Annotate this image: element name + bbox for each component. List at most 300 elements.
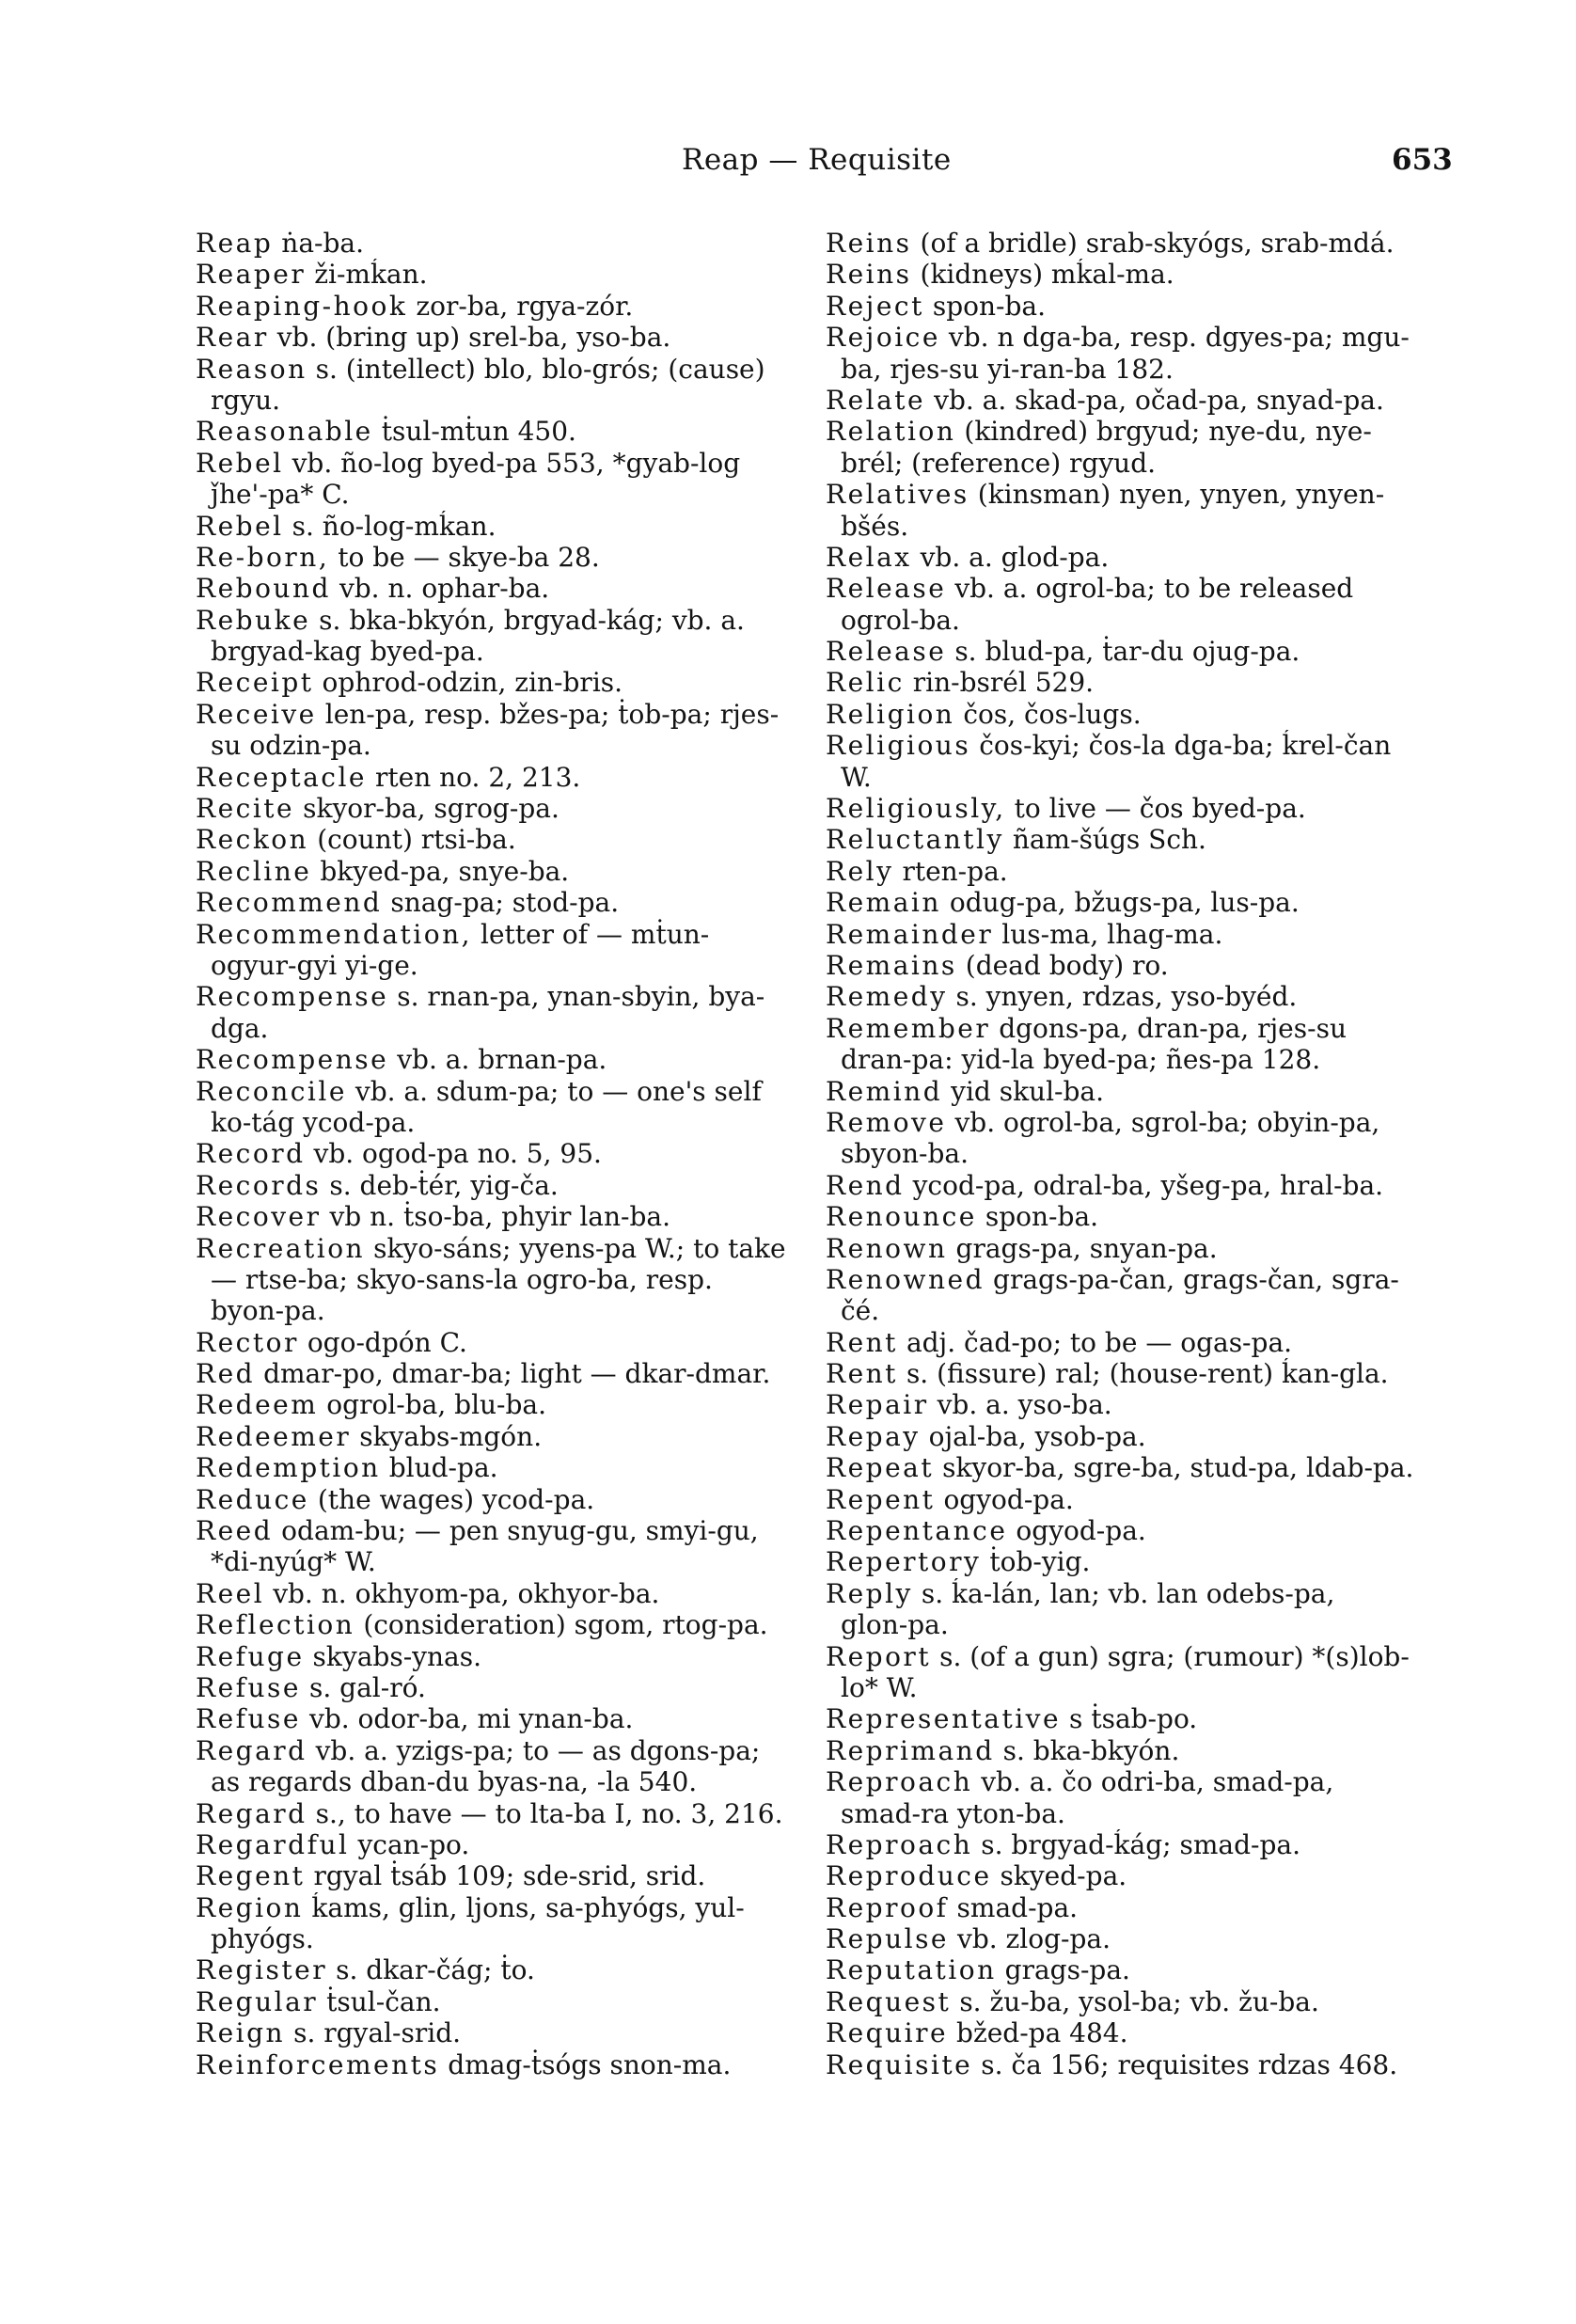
dictionary-entry (826, 636, 1435, 667)
dictionary-entry (826, 1327, 1435, 1358)
entry-definition: s. deb-ṫér, yig-ča. (329, 1169, 559, 1201)
entry-definition: čé. (841, 1295, 880, 1327)
entry-definition: vb. n dga-ba, resp. dgyes-pa; mgu- (948, 322, 1410, 354)
dictionary-entry (196, 667, 805, 698)
dictionary-entry-continuation (196, 1546, 805, 1577)
entry-definition: glon-pa. (841, 1609, 949, 1641)
dictionary-entry (196, 542, 805, 573)
dictionary-entry (826, 824, 1435, 855)
dictionary-entry-continuation (196, 730, 805, 761)
entry-definition: odug-pa, bžugs-pa, lus-pa. (949, 887, 1300, 919)
dictionary-entry (826, 950, 1435, 981)
entry-definition: ṫsul-čan. (326, 1985, 441, 2017)
dictionary-entry (826, 856, 1435, 887)
entry-definition: rgyal ṫsáb 109; sde-srid, srid. (313, 1860, 706, 1892)
entry-headword: Relation (826, 416, 956, 448)
entry-headword: Release (826, 636, 947, 668)
entry-definition: s. žu-ba, ysol-ba; vb. žu-ba. (959, 1985, 1319, 2017)
entry-definition: s. dkar-čág; ṫo. (336, 1954, 535, 1986)
entry-definition: rin-bsrél 529. (912, 667, 1095, 699)
entry-headword: Reed (196, 1515, 274, 1547)
dictionary-entry (196, 228, 805, 259)
dictionary-entry (196, 605, 805, 636)
entry-definition: s ṫsab-po. (1069, 1703, 1198, 1735)
dictionary-entry (826, 2049, 1435, 2080)
dictionary-entry (826, 322, 1435, 353)
entry-definition: vb. ño-log byed-pa 553, *gyab-log (292, 447, 741, 479)
dictionary-entry (826, 1923, 1435, 1954)
dictionary-entry-continuation (826, 1609, 1435, 1640)
entry-headword: Recompense (196, 1044, 389, 1076)
entry-definition: s. rnan-pa, ynan-sbyin, bya- (397, 981, 765, 1013)
entry-definition: as regards dban-du byas-na, -la 540. (211, 1766, 698, 1798)
entry-definition: rgyu. (211, 384, 281, 416)
dictionary-entry (826, 1484, 1435, 1515)
dictionary-entry (196, 1703, 805, 1734)
entry-definition: s. (intellect) blo, blo-grós; (cause) (315, 353, 765, 385)
entry-definition: dga. (211, 1012, 269, 1044)
entry-headword: Redemption (196, 1452, 381, 1484)
entry-definition: len-pa, resp. bžes-pa; ṫob-pa; rjes- (324, 698, 780, 730)
entry-definition: ñam-šúgs Sch. (1012, 824, 1206, 856)
dictionary-entry (826, 699, 1435, 730)
entry-definition: brél; (reference) rgyud. (841, 447, 1157, 479)
dictionary-entry-continuation (196, 636, 805, 667)
entry-definition: (kidneys) mḱal-ma. (920, 259, 1174, 291)
entry-definition: ba, rjes-su yi-ran-ba 182. (841, 353, 1174, 385)
entry-definition: su odzin-pa. (211, 730, 371, 762)
dictionary-entry (826, 385, 1435, 416)
entry-headword: Requisite (826, 2048, 973, 2080)
dictionary-entry (196, 1389, 805, 1420)
entry-definition: s. brgyad-ḱág; smad-pa. (981, 1828, 1300, 1860)
entry-definition: vb. (bring up) srel-ba, yso-ba. (276, 322, 671, 354)
entry-headword: Regent (196, 1860, 306, 1892)
dictionary-entry (826, 981, 1435, 1012)
entry-definition: dmag-ṫsógs snon-ma. (448, 2048, 732, 2080)
entry-definition: yid skul-ba. (951, 1075, 1105, 1107)
dictionary-entry (196, 291, 805, 322)
entry-headword: Reluctantly (826, 824, 1004, 856)
dictionary-entry (196, 1484, 805, 1515)
dictionary-entry (826, 667, 1435, 698)
entry-headword: Recommendation, (196, 918, 473, 950)
entry-definition: brgyad-kag byed-pa. (211, 636, 484, 668)
entry-definition: skyabs-ynas. (312, 1640, 481, 1672)
dictionary-entry (196, 824, 805, 855)
dictionary-entry-continuation (826, 354, 1435, 385)
entry-headword: Reign (196, 2017, 286, 2049)
entry-headword: Reply (826, 1577, 913, 1609)
entry-headword: Red (196, 1358, 256, 1390)
entry-definition: s. ño-log-mḱan. (292, 510, 496, 542)
entry-headword: Request (826, 1985, 952, 2017)
entry-definition: s. rgyal-srid. (293, 2017, 462, 2049)
entry-definition: s. ḱa-lán, lan; vb. lan odebs-pa, (921, 1577, 1335, 1609)
entry-definition: snag-pa; stod-pa. (390, 887, 620, 919)
entry-definition: s. bka-bkyón. (1002, 1734, 1180, 1766)
entry-headword: Reproduce (826, 1860, 992, 1892)
entry-definition: (dead body) ro. (965, 949, 1169, 981)
entry-definition: phyógs. (211, 1923, 314, 1955)
entry-definition: vb. n. ophar-ba. (339, 573, 550, 605)
dictionary-entry (196, 1609, 805, 1640)
entry-headword: Reject (826, 290, 924, 322)
entry-definition: s. gal-ró. (309, 1671, 426, 1703)
entry-definition: s. blud-pa, ṫar-du ojug-pa. (954, 636, 1300, 668)
dictionary-entry (196, 856, 805, 887)
entry-headword: Rebound (196, 573, 331, 605)
entry-definition: vb. a. čo odri-ba, smad-pa, (981, 1766, 1334, 1798)
dictionary-entry-continuation (196, 1295, 805, 1326)
dictionary-entry (826, 1986, 1435, 2017)
entry-definition: vb. a. yzigs-pa; to — as dgons-pa; (315, 1734, 761, 1766)
left-column (196, 228, 805, 2080)
entry-headword: Reins (826, 259, 912, 291)
dictionary-entry-continuation (196, 950, 805, 981)
entry-definition: ycod-pa, odral-ba, yšeg-pa, hral-ba. (912, 1169, 1384, 1201)
dictionary-entry (826, 1954, 1435, 1985)
entry-definition: zor-ba, rgya-zór. (416, 290, 634, 322)
entry-definition: grags-pa. (1004, 1954, 1130, 1986)
entry-headword: Refuge (196, 1640, 305, 1672)
dictionary-entry (196, 1044, 805, 1075)
dictionary-entry (196, 2017, 805, 2048)
entry-headword: Religiously, (826, 793, 1006, 825)
entry-definition: vb. a. yso-ba. (937, 1389, 1112, 1421)
entry-definition: skyo-sáns; yyens-pa W.; to take (373, 1232, 786, 1264)
entry-definition: rten no. 2, 213. (374, 761, 581, 793)
entry-definition: ogrol-ba. (841, 604, 960, 636)
entry-definition: dran-pa: yid-la byed-pa; ñes-pa 128. (841, 1044, 1321, 1076)
entry-headword: Reproach (826, 1766, 973, 1798)
entry-definition: bkyed-pa, snye-ba. (320, 855, 570, 887)
dictionary-entry (196, 1798, 805, 1829)
entry-headword: Regardful (196, 1828, 350, 1860)
dictionary-entry (196, 448, 805, 479)
dictionary-entry (196, 981, 805, 1012)
entry-definition: (kinsman) nyen, ynyen, ynyen- (977, 479, 1385, 511)
dictionary-entry-continuation (826, 605, 1435, 636)
entry-definition: skyed-pa. (1000, 1860, 1127, 1892)
dictionary-entry (196, 1421, 805, 1452)
dictionary-entry (196, 1860, 805, 1891)
entry-definition: ḱams, glin, ljons, sa-phyógs, yul- (311, 1891, 745, 1923)
dictionary-entry (826, 542, 1435, 573)
entry-headword: Rebel (196, 447, 284, 479)
dictionary-entry (826, 1201, 1435, 1232)
entry-headword: Report (826, 1640, 932, 1672)
dictionary-entry (826, 730, 1435, 761)
entry-definition: (consideration) sgom, rtog-pa. (363, 1609, 768, 1641)
entry-headword: Religious (826, 730, 971, 762)
entry-definition: ogrol-ba, blu-ba. (326, 1389, 547, 1421)
entry-headword: Remember (826, 1012, 991, 1044)
dictionary-entry-continuation (826, 762, 1435, 793)
entry-headword: Remains (826, 949, 957, 981)
dictionary-entry (826, 1515, 1435, 1546)
dictionary-entry (826, 228, 1435, 259)
entry-headword: Repentance (826, 1515, 1008, 1547)
entry-definition: s. (fissure) ral; (house-rent) ḱan-gla. (906, 1358, 1389, 1390)
entry-headword: Receipt (196, 667, 314, 699)
dictionary-entry (196, 1201, 805, 1232)
entry-headword: Reproach (826, 1828, 973, 1860)
dictionary-entry (826, 2017, 1435, 2048)
dictionary-entry (826, 573, 1435, 604)
dictionary-entry (826, 1860, 1435, 1891)
dictionary-entry-continuation (826, 1044, 1435, 1075)
entry-headword: Reasonable (196, 416, 373, 448)
entry-headword: Remind (826, 1075, 943, 1107)
entry-headword: Reins (826, 228, 912, 259)
entry-headword: Recite (196, 793, 295, 825)
dictionary-entry (196, 1672, 805, 1703)
dictionary-entry (196, 1138, 805, 1169)
dictionary-entry (826, 479, 1435, 510)
dictionary-entry-continuation (826, 1672, 1435, 1703)
running-title: Reap — Requisite (682, 143, 952, 177)
dictionary-entry (826, 1641, 1435, 1672)
entry-definition: lo* W. (841, 1671, 918, 1703)
entry-headword: Rely (826, 855, 894, 887)
entry-definition: W. (841, 761, 872, 793)
dictionary-entry (196, 1829, 805, 1860)
entry-definition: vb n. ṫso-ba, phyir lan-ba. (329, 1201, 670, 1233)
entry-headword: Rent (826, 1326, 898, 1358)
entry-headword: Recover (196, 1201, 322, 1233)
dictionary-entry-continuation (196, 1766, 805, 1797)
entry-definition: sbyon-ba. (841, 1138, 969, 1170)
dictionary-entry (826, 291, 1435, 322)
dictionary-entry-continuation (196, 479, 805, 510)
entry-definition: grags-pa-čan, grags-čan, sgra- (993, 1263, 1399, 1295)
entry-definition: s. ynyen, rdzas, yso-byéd. (955, 981, 1298, 1013)
entry-headword: Repeat (826, 1452, 935, 1484)
entry-definition: vb. ogrol-ba, sgrol-ba; obyin-pa, (954, 1106, 1380, 1138)
entry-definition: byon-pa. (211, 1295, 325, 1327)
entry-definition: (count) rtsi-ba. (317, 824, 516, 856)
dictionary-entry-continuation (826, 448, 1435, 479)
entry-definition: smad-ra yton-ba. (841, 1797, 1065, 1829)
entry-definition: ophrod-odzin, zin-bris. (322, 667, 623, 699)
entry-headword: Regard (196, 1797, 307, 1829)
entry-headword: Rebuke (196, 604, 311, 636)
dictionary-entry (826, 1170, 1435, 1201)
entry-headword: Repay (826, 1420, 921, 1452)
dictionary-entry (826, 1452, 1435, 1483)
entry-definition: ko-tág ycod-pa. (211, 1106, 416, 1138)
dictionary-entry-continuation (196, 1264, 805, 1295)
entry-definition: ogo-dpón C. (307, 1326, 467, 1358)
right-column (826, 228, 1435, 2080)
entry-headword: Refuse (196, 1703, 301, 1735)
entry-definition: ṅa-ba. (281, 228, 364, 259)
entry-headword: Recommend (196, 887, 383, 919)
dictionary-entry (826, 1546, 1435, 1577)
entry-definition: ṫsul-mṫun 450. (381, 416, 576, 448)
entry-definition: s. (of a gun) sgra; (rumour) *(s)lob- (939, 1640, 1410, 1672)
entry-definition: rten-pa. (902, 855, 1008, 887)
entry-definition: vb. a. brnan-pa. (397, 1044, 607, 1076)
entry-definition: adj. čad-po; to be — ogas-pa. (906, 1326, 1293, 1358)
dictionary-entry (826, 887, 1435, 918)
entry-headword: Reconcile (196, 1075, 347, 1107)
entry-headword: Recompense (196, 981, 389, 1013)
entry-definition: vb. odor-ba, mi ynan-ba. (309, 1703, 634, 1735)
entry-headword: Reflection (196, 1609, 355, 1641)
dictionary-entry (196, 793, 805, 824)
dictionary-entry (196, 1515, 805, 1546)
dictionary-entry (196, 887, 805, 918)
entry-definition: to be — skye-ba 28. (338, 541, 600, 573)
dictionary-entry (196, 762, 805, 793)
entry-headword: Representative (826, 1703, 1062, 1735)
entry-definition: bžed-pa 484. (956, 2017, 1128, 2049)
dictionary-entry (826, 1107, 1435, 1138)
entry-definition: vb. a. ogrol-ba; to be released (954, 573, 1354, 605)
entry-definition: ṫob-yig. (989, 1546, 1091, 1578)
entry-definition: vb. a. sdum-pa; to — one's self (355, 1075, 762, 1107)
entry-definition: grags-pa, snyan-pa. (955, 1232, 1218, 1264)
entry-headword: Region (196, 1891, 304, 1923)
entry-headword: Remainder (826, 918, 994, 950)
dictionary-entry-continuation (826, 511, 1435, 542)
entry-headword: Reckon (196, 824, 309, 856)
dictionary-entry (196, 322, 805, 353)
dictionary-entry-continuation (826, 1798, 1435, 1829)
entry-definition: ycan-po. (357, 1828, 470, 1860)
entry-definition: vb. a. skad-pa, očad-pa, snyad-pa. (934, 384, 1384, 416)
entry-headword: Reduce (196, 1483, 309, 1515)
entry-definition: ogyur-gyi yi-ge. (211, 949, 418, 981)
entry-headword: Rejoice (826, 322, 940, 354)
dictionary-entry (826, 1766, 1435, 1797)
entry-definition: (kindred) brgyud; nye-du, nye- (964, 416, 1372, 448)
entry-definition: vb. zlog-pa. (957, 1923, 1111, 1955)
entry-headword: Rector (196, 1326, 299, 1358)
dictionary-entry (826, 1829, 1435, 1860)
page-number: 653 (1392, 143, 1453, 177)
entry-definition: čos, čos-lugs. (963, 698, 1142, 730)
dictionary-entry-continuation (196, 1107, 805, 1138)
dictionary-entry-continuation (196, 1013, 805, 1044)
entry-headword: Regard (196, 1734, 307, 1766)
dictionary-entry (196, 1076, 805, 1107)
dictionary-entry (196, 1170, 805, 1201)
entry-headword: Reaping-hook (196, 290, 408, 322)
entry-headword: Reinforcements (196, 2048, 440, 2080)
dictionary-entry (826, 919, 1435, 950)
entry-headword: Renounce (826, 1201, 977, 1233)
entry-headword: Relate (826, 384, 926, 416)
dictionary-entry (826, 1358, 1435, 1389)
dictionary-entry (196, 1892, 805, 1923)
entry-definition: (of a bridle) srab-skyógs, srab-mdá. (920, 228, 1395, 259)
dictionary-entry (196, 354, 805, 385)
dictionary-entry-continuation (826, 1295, 1435, 1326)
entry-headword: Renowned (826, 1263, 985, 1295)
dictionary-entry (826, 1076, 1435, 1107)
entry-headword: Reel (196, 1577, 265, 1609)
entry-definition: spon-ba. (985, 1201, 1099, 1233)
dictionary-entry (196, 1641, 805, 1672)
dictionary-entry (826, 1233, 1435, 1264)
dictionary-entry (196, 1986, 805, 2017)
entry-definition: ogyod-pa. (943, 1483, 1074, 1515)
entry-headword: Rebel (196, 510, 284, 542)
entry-headword: Register (196, 1954, 328, 1986)
entry-definition: skyabs-mgón. (359, 1420, 543, 1452)
dictionary-entry-continuation (826, 1138, 1435, 1169)
entry-definition: ǰhe'-pa* C. (211, 479, 350, 511)
dictionary-entry (826, 1735, 1435, 1766)
entry-headword: Redeem (196, 1389, 319, 1421)
entry-definition: lus-ma, lhag-ma. (1001, 918, 1223, 950)
entry-headword: Record (196, 1138, 306, 1170)
dictionary-entry (196, 919, 805, 950)
entry-definition: spon-ba. (932, 290, 1047, 322)
dictionary-entry (196, 1452, 805, 1483)
entry-definition: vb. n. okhyom-pa, okhyor-ba. (273, 1577, 660, 1609)
entry-definition: dmar-po, dmar-ba; light — dkar-dmar. (263, 1358, 771, 1390)
dictionary-entry (196, 1954, 805, 1985)
entry-definition: s., to have — to lta-ba I, no. 3, 216. (315, 1797, 783, 1829)
dictionary-entry (826, 793, 1435, 824)
entry-definition: s. ča 156; requisites rdzas 468. (981, 2048, 1398, 2080)
entry-headword: Reputation (826, 1954, 997, 1986)
entry-definition: vb. a. glod-pa. (920, 541, 1110, 573)
dictionary-entry-continuation (196, 385, 805, 416)
dictionary-entry (196, 573, 805, 604)
entry-headword: Refuse (196, 1671, 301, 1703)
entry-headword: Remove (826, 1106, 947, 1138)
dictionary-entry (196, 1578, 805, 1609)
entry-definition: ogyod-pa. (1016, 1515, 1146, 1547)
entry-definition: (the wages) ycod-pa. (317, 1483, 595, 1515)
dictionary-entry (826, 1421, 1435, 1452)
entry-definition: bšés. (841, 510, 909, 542)
entry-headword: Rend (826, 1169, 905, 1201)
entry-definition: blud-pa. (388, 1452, 498, 1484)
entry-definition: čos-kyi; čos-la dga-ba; ḱrel-čan (979, 730, 1392, 762)
entry-headword: Remedy (826, 981, 948, 1013)
entry-definition: *di-nyúg* W. (211, 1546, 376, 1578)
entry-headword: Reason (196, 353, 307, 385)
entry-headword: Receive (196, 698, 317, 730)
entry-headword: Reaper (196, 259, 307, 291)
entry-headword: Receptacle (196, 761, 367, 793)
entry-headword: Reproof (826, 1891, 949, 1923)
entry-definition: skyor-ba, sgre-ba, stud-pa, ldab-pa. (942, 1452, 1414, 1484)
dictionary-entry (196, 1233, 805, 1264)
dictionary-entry (826, 1578, 1435, 1609)
entry-headword: Recline (196, 855, 312, 887)
entry-headword: Repertory (826, 1546, 982, 1578)
entry-definition: smad-pa. (956, 1891, 1079, 1923)
entry-definition: letter of — mṫun- (481, 918, 710, 950)
entry-headword: Religion (826, 698, 955, 730)
dictionary-entry-continuation (196, 1923, 805, 1954)
entry-headword: Require (826, 2017, 949, 2049)
dictionary-entry (196, 259, 805, 290)
entry-definition: ži-mḱan. (314, 259, 428, 291)
dictionary-entry (826, 1389, 1435, 1420)
entry-headword: Re-born, (196, 541, 330, 573)
entry-definition: s. bka-bkyón, brgyad-kág; vb. a. (319, 604, 745, 636)
dictionary-entry (196, 2049, 805, 2080)
dictionary-entry (196, 511, 805, 542)
